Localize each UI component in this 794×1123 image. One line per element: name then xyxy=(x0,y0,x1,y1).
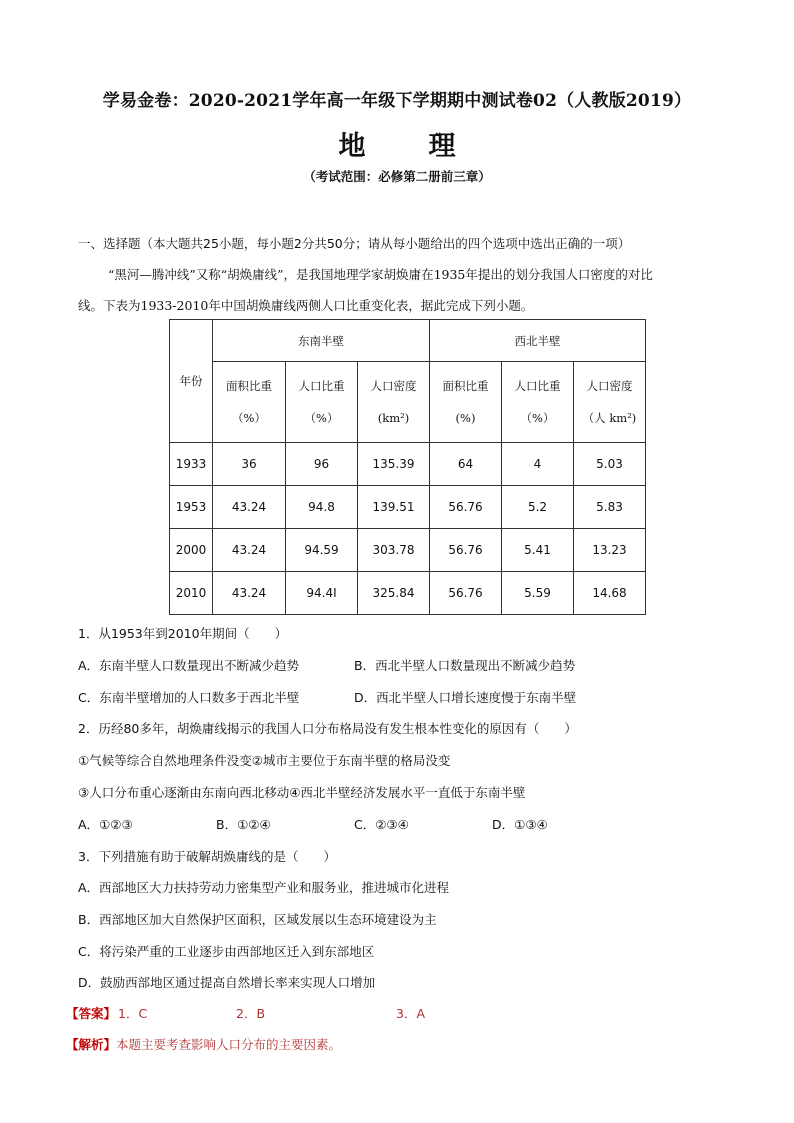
subject-title: 地 理 xyxy=(338,131,474,162)
table-cell: 325.84 xyxy=(358,572,430,615)
table-cell: 135.39 xyxy=(358,443,430,486)
subheader-unit: （%） xyxy=(232,411,266,425)
table-cell: 64 xyxy=(430,443,502,486)
table-row xyxy=(170,572,646,615)
group-header-northwest: 西北半壁 xyxy=(430,320,646,362)
subheader-unit: （人 km²) xyxy=(582,411,637,425)
table-cell: 43.24 xyxy=(213,572,286,615)
subheader-label: 面积比重 xyxy=(442,379,489,393)
population-table xyxy=(169,319,646,615)
subheader-label: 面积比重 xyxy=(226,379,272,393)
table-cell: 303.78 xyxy=(358,529,430,572)
question-1-stem: 1．从1953年到2010年期间（ ） xyxy=(78,626,288,641)
question-2-stem: 2．历经80多年，胡焕庸线揭示的我国人口分布格局没有发生根本性变化的原因有（ ） xyxy=(78,721,577,736)
subheader-cell xyxy=(502,362,574,443)
table-cell: 36 xyxy=(213,443,286,486)
analysis-text: 本题主要考查影响人口分布的主要因素。 xyxy=(116,1037,342,1052)
table-cell: 96 xyxy=(286,443,358,486)
section-heading: 一、选择题（本大题共25小题，每小题2分共50分；请从每小题给出的四个选项中选出正确的一项） xyxy=(78,236,631,251)
table-row xyxy=(170,486,646,529)
option-c[interactable]: C．将污染严重的工业逐步由西部地区迁入到东部地区 xyxy=(78,944,375,959)
option-c[interactable]: C．东南半壁增加的人口数多于西北半壁 xyxy=(78,690,300,705)
option-a[interactable]: A．①②③ xyxy=(78,817,133,832)
option-a[interactable]: A．东南半壁人口数量现出不断减少趋势 xyxy=(78,658,300,673)
table-cell: 43.24 xyxy=(213,529,286,572)
answer-item: 3．A xyxy=(396,1006,426,1021)
year-header: 年份 xyxy=(170,320,213,443)
table-row xyxy=(170,529,646,572)
table-cell: 56.76 xyxy=(430,572,502,615)
question-2-options xyxy=(78,815,758,833)
table-cell: 5.2 xyxy=(502,486,574,529)
question-1-options-row-2 xyxy=(78,688,758,706)
option-a[interactable]: A．西部地区大力扶持劳动力密集型产业和服务业，推进城市化进程 xyxy=(78,880,450,895)
table-cell: 56.76 xyxy=(430,529,502,572)
subheader-label: 人口比重 xyxy=(514,379,561,393)
subheader-cell xyxy=(286,362,358,443)
subheader-cell xyxy=(574,362,646,443)
question-3-stem: 3．下列措施有助于破解胡焕庸线的是（ ） xyxy=(78,849,336,864)
exam-scope: （考试范围：必修第二册前三章） xyxy=(303,169,491,184)
table-cell: 5.59 xyxy=(502,572,574,615)
table-cell: 94.59 xyxy=(286,529,358,572)
subheader-unit: （%） xyxy=(520,411,555,425)
table-cell: 5.83 xyxy=(574,486,646,529)
question-2-statement-2: ③人口分布重心逐渐由东南向西北移动④西北半壁经济发展水平一直低于东南半壁 xyxy=(78,785,526,800)
table-row xyxy=(170,443,646,486)
year-cell: 1953 xyxy=(170,486,213,529)
subheader-cell xyxy=(430,362,502,443)
table-cell: 94.8 xyxy=(286,486,358,529)
table-cell: 43.24 xyxy=(213,486,286,529)
exam-title: 学易金卷：2020-2021学年高一年级下学期期中测试卷02（人教版2019） xyxy=(102,91,692,111)
subheader-unit: (%) xyxy=(455,411,476,425)
option-d[interactable]: D．鼓励西部地区通过提高自然增长率来实现人口增加 xyxy=(78,975,376,990)
year-cell: 2000 xyxy=(170,529,213,572)
group-header-southeast: 东南半壁 xyxy=(213,320,430,362)
table-cell: 5.41 xyxy=(502,529,574,572)
table-cell: 94.4I xyxy=(286,572,358,615)
answer-item: 1．C xyxy=(118,1006,148,1021)
option-c[interactable]: C．②③④ xyxy=(354,817,409,832)
subheader-cell xyxy=(358,362,430,443)
table-cell: 13.23 xyxy=(574,529,646,572)
subheader-label: 人口比重 xyxy=(298,379,345,393)
answer-tag: 【答案】 xyxy=(66,1006,117,1021)
table-cell: 14.68 xyxy=(574,572,646,615)
intro-text-line-1: “黑河—腾冲线”又称“胡焕庸线”，是我国地理学家胡焕庸在1935年提出的划分我国人口密度的对比 xyxy=(108,267,653,282)
subheader-cell xyxy=(213,362,286,443)
option-b[interactable]: B．①②④ xyxy=(216,817,271,832)
answer-item: 2．B xyxy=(236,1006,266,1021)
subheader-unit: (km²) xyxy=(377,411,410,425)
option-b[interactable]: B．西北半壁人口数量现出不断减少趋势 xyxy=(354,658,576,673)
analysis-tag: 【解析】 xyxy=(66,1037,117,1052)
option-d[interactable]: D．①③④ xyxy=(492,817,548,832)
option-b[interactable]: B．西部地区加大自然保护区面积，区域发展以生态环境建设为主 xyxy=(78,912,437,927)
analysis-line xyxy=(66,1035,341,1053)
intro-text-line-2: 线。下表为1933-2010年中国胡焕庸线两侧人口比重变化表，据此完成下列小题。 xyxy=(78,298,534,313)
table-cell: 5.03 xyxy=(574,443,646,486)
option-d[interactable]: D．西北半壁人口增长速度慢于东南半壁 xyxy=(354,690,577,705)
table-cell: 4 xyxy=(502,443,574,486)
subheader-unit: （%） xyxy=(304,411,339,425)
answer-line xyxy=(66,1004,666,1022)
subheader-label: 人口密度 xyxy=(370,379,417,393)
question-1-options-row-1 xyxy=(78,656,758,674)
year-cell: 2010 xyxy=(170,572,213,615)
question-2-statement-1: ①气候等综合自然地理条件没变②城市主要位于东南半壁的格局没变 xyxy=(78,753,451,768)
table-cell: 139.51 xyxy=(358,486,430,529)
table-cell: 56.76 xyxy=(430,486,502,529)
subheader-label: 人口密度 xyxy=(586,379,633,393)
year-cell: 1933 xyxy=(170,443,213,486)
